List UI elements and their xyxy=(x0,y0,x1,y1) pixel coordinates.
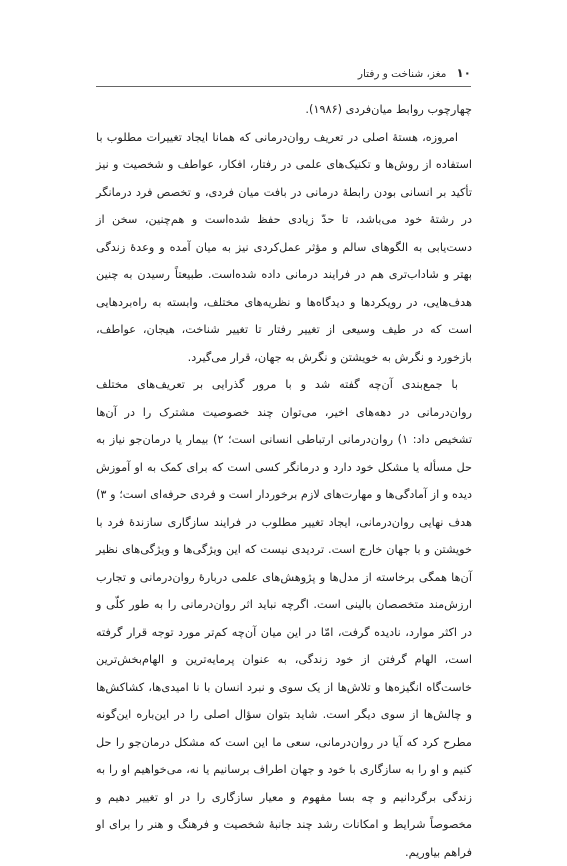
paragraph-summary: با جمع‌بندی آن‌چه گفته شد و با مرور گذرایی بر تعریف‌های مختلف روان‌درمانی در دهه‌های اخیر، می‌توان چند خصوصیت مشترک را در آن‌ها تشخیص داد: ۱) روان‌درمانی ارتباطی انسانی است؛ ۲) بیمار یا درمان‌جو نیاز به حل مسأله یا مشکل خود دارد و درمانگر کسی است که برای کمک به او آموزش دیده و از آمادگی‌ها و مهارت‌های لازم برخوردار است و فردی حرفه‌ای است؛ و ۳) هدف نهایی روان‌درمانی، ایجاد تغییر مطلوب در فرایند سازگاری سازندهٔ فرد با خویشتن و با جهان خارج است. تردیدی نیست که این ویژگی‌ها و ویژگی‌های نظیر آن‌ها همگی برخاسته از مدل‌ها و پژوهش‌های علمی دربارهٔ روان‌درمانی و تجارب ارزش‌مند متخصصان بالینی است. اگرچه نباید اثر روان‌درمانی را به طور کلّی و در اکثر موارد، نادیده گرفت، امّا در این میان آن‌چه کم‌تر مورد توجه قرار گرفته است، الهام گرفتن از خود زندگی، به عنوان پرمایه‌ترین و الهام‌بخش‌ترین خاست‌گاه انگیزه‌ها و تلاش‌ها از یک سوی و نبرد انسان با نا امیدی‌ها، کشاکش‌ها و چالش‌ها از سوی دیگر است. شاید بتوان سؤال اصلی را در این‌باره این‌گونه مطرح کرد که آیا در روان‌درمانی، سعی ما این است که مشکل درمان‌جو را حل کنیم و او را به سازگاری با خود و جهان اطراف برسانیم یا نه، می‌خواهیم او را به زندگی برگردانیم و چه بسا مفهوم و معیار سازگاری را در او تغییر دهیم و مخصوصاً شرایط و امکانات رشد چند جانبهٔ شخصیت و فرهنگ و هنر را برای او فراهم بیاوریم. xyxy=(96,378,472,859)
header-divider xyxy=(96,86,471,87)
page-number: ۱۰ xyxy=(456,66,471,80)
paragraph-definition: امروزه، هستهٔ اصلی در تعریف روان‌درمانی که همانا ایجاد تغییرات مطلوب با استفاده از روش‌ها و تکنیک‌های علمی در رفتار، افکار، عواطف و شخصیت و نیز تأکید بر انسانی بودن رابطهٔ درمانی در بافت میان فردی، و تخصص فرد درمانگر در رشتهٔ خود می‌باشد، تا حدّ زیادی حفظ شده‌است و هم‌چنین، سخن از دست‌یابی به الگوهای سالم و مؤثر عمل‌کردی نیز به میان آمده و وعدهٔ زندگی بهتر و شاداب‌تری هم در فرایند درمانی داده شده‌است. طبیعتاً رسیدن به چنین هدف‌هایی، در رویکردها و دیدگاه‌ها و نظریه‌های مختلف، وابسته به راه‌بردهایی است که در طیف وسیعی از تغییر رفتار تا تغییر شناخت، هیجان، عواطف، بازخورد و نگرش به خویشتن و نگرش به جهان، قرار می‌گیرد. xyxy=(96,130,472,364)
paragraph-citation-end: چهارچوب روابط میان‌فردی (۱۹۸۶). xyxy=(305,103,472,116)
body-text xyxy=(96,96,472,866)
running-header xyxy=(96,66,471,84)
book-title: مغز، شناخت و رفتار xyxy=(357,68,447,80)
